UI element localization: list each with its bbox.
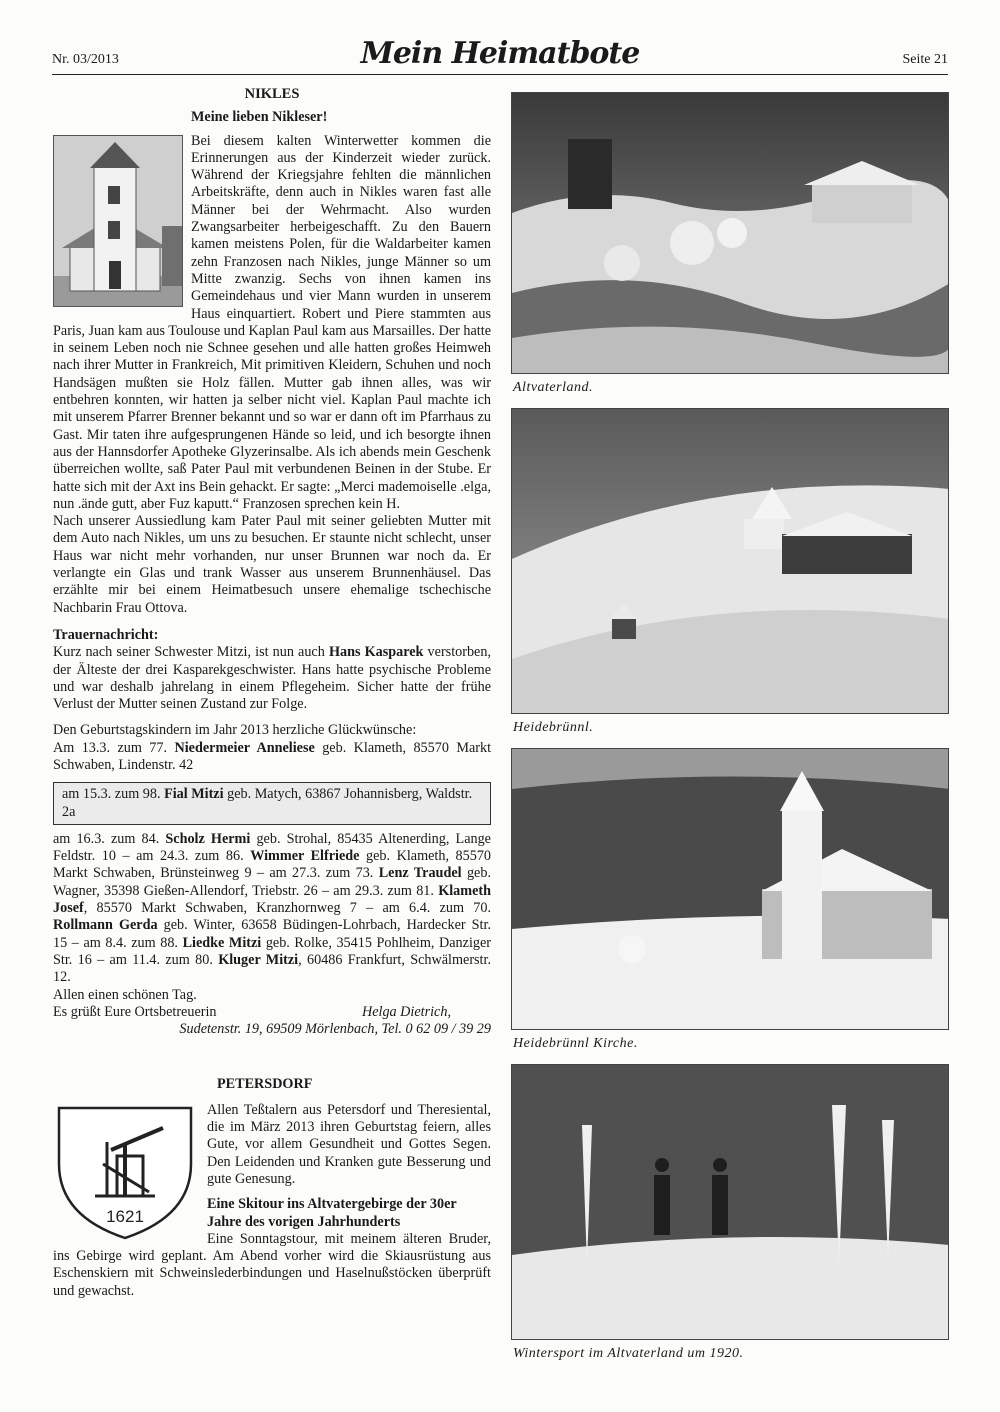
highlighted-birthday-name: Fial Mitzi [164,786,224,803]
coat-of-arms-year: 1621 [106,1206,144,1226]
signature-row [53,1004,491,1021]
page-number: Seite 21 [902,52,948,67]
nikles-paragraph-1: Bei diesem kalten Winterwetter kommen die Erinnerungen aus der Kinderzeit wieder zurück. Während der Kriegsjahre fehlten die männlichen Arbeitskräfte, denn auch in Nikles waren fast alle Männer bei der Wehrmacht. Also wurden Zwangsarbeiter herbeigeschafft. Zu den Bauern kamen meistens Polen, für die Waldarbeiter kamen zehn Franzosen nach Nikles, junge Männer so um Mitte zwanzig. Sechs von ihnen kamen ins Gemeindehaus und vier Mann wurden in unserem Haus einquartiert. Robert und Piere stammten aus Paris, Juan kam aus Toulouse und Kaplan Paul kam aus Marsailles. Der hatte in seinem Leben noch nie Schnee gesehen und alle hatten großes Heimweh nach ihrer Mutter in Frankreich, Mit primitiven Kleidern, Schuhen und noch Handsägen mußten sie Holz fällen. Mutter gab ihnen alles, was wir entbehren konnten, wir hatten ja selber nicht viel. Kaplan Paul machte ich mit unserem Pfarrer Brenner bekannt und so war er dann oft im Pfarrhaus zu Gast. Mir taten ihre aufgesprungenen Hände so leid, und ich besorgte ihnen aus der Hannsdorfer Apotheke Glyzerinsalbe. Als ich abends mein Geschenk überreichen wollte, saß Pater Paul mit verbundenen Beinen in der Stube. Er hatte sich mit der Axt ins Bein gehackt. Er sagte: „Merci mademoiselle .elga, nun .ände gutt, aber Fuz kaputt.“ Franzosen sprechen kein H. [53,132,491,512]
mourning-heading: Trauernachricht: [53,626,159,643]
highlighted-birthday-box: am 15.3. zum 98. Fial Mitzi geb. Matych, 63867 Johannisberg, Waldstr. 2a [53,782,491,825]
nikles-paragraph-2: Nach unserer Aussiedlung kam Pater Paul mit seiner geliebten Mutter mit dem Auto nach Nikles, um uns zu besuchen. Er staunte nicht schlecht, unser Haus war nicht mehr vorhanden, nur unser Brunnen war noch da. Er verlangte ein Glas und trank Wasser aus unserem Brunnenhäusel. Das erzählte mir bei einem Heimatbesuch unsere ehemalige tschechische Nachbarin Frau Ottova. [53,513,491,616]
signature-address: Sudetenstr. 19, 69509 Mörlenbach, Tel. 0 62 09 / 39 29 [179,1021,491,1038]
signature-name: Helga Dietrich, [361,1003,451,1020]
petersdorf-paragraph-1: Allen Teßtalern aus Petersdorf und Theresiental, die im März 2013 ihren Geburtstag feiern, alles Gute, vor allem Gesundheit und Gottes Segen. Den Leidenden und Kranken gute Besserung und gute Genesung. [207,1101,491,1187]
issue-number: Nr. 03/2013 [52,52,119,67]
birthday-intro: Den Geburtstagskindern im Jahr 2013 herzliche Glückwünsche: [53,722,417,739]
header-rule [52,74,948,75]
deceased-name: Hans Kasparek [328,644,424,661]
caption-altvaterland: Altvaterland. [513,380,593,395]
caption-heidebruennl-church: Heidebrünnl Kirche. [513,1036,638,1051]
birthday-list: am 16.3. zum 84. Scholz Hermi geb. Strohal, 85435 Altenerding, Lange Feldstr. 10 – am 24.3. zum 86. Wimmer Elfriede geb. Klameth, 85570 Markt Schwaben, Brünsteinweg 9 – am 27.3. zum 73. Lenz Traudel geb. Wagner, 35398 Gießen-Allendorf, Triebstr. 26 – am 29.3. zum 81. Klameth Josef, 85570 Markt Schwaben, Kranzhornweg 7 – am 6.4. zum 70. Rollmann Gerda geb. Winter, 63658 Büdingen-Lohrbach, Hardecker Str. 15 – am 8.4. zum 88. Liedke Mitzi geb. Rolke, 35415 Pohlheim, Danziger Str. 16 – am 11.4. zum 80. Kluger Mitzi, 60486 Frankfurt, Schwälmerstr. 12. [53,830,492,986]
ski-tour-heading: Eine Skitour ins Altvatergebirge der 30er Jahre des vorigen Jahrhunderts [207,1196,457,1230]
petersdorf-paragraph-2: Eine Sonntagstour, mit meinem älteren Bruder, ins Gebirge wird geplant. Am Abend vorher wird die Skiausrüstung aus Eschenskiern mit Schweinslederbindungen und Haselnußstöcken überprüft und gewachst. [53,1230,491,1299]
mourning-paragraph: Kurz nach seiner Schwester Mitzi, ist nun auch Hans Kasparek verstorben, der Älteste der drei Kasparekgeschwister. Hans hatte psychische Probleme und war deshalb jahrelang in einem Pflegeheim. Sicher hatte der frühe Verlust der Mutter seinen Zustand zur Folge. [53,644,491,713]
left-column [53,86,491,1300]
birthday-entry: Am 13.3. zum 77. Niedermeier Anneliese geb. Klameth, 85570 Markt Schwaben, Lindenstr. 42 [53,739,492,773]
photo-altvaterland [511,92,949,374]
photo-heidebruennl [511,408,949,714]
photo-wintersport [511,1064,949,1340]
caption-wintersport: Wintersport im Altvaterland um 1920. [513,1346,744,1361]
newspaper-title: Mein Heimatbote [360,36,640,71]
right-column [511,92,949,1362]
closing-line: Allen einen schönen Tag. [53,986,197,1003]
section-heading-nikles: NIKLES [244,86,300,102]
church-photo [53,135,183,307]
signature-greeting: Es grüßt Eure Ortsbetreuerin [53,1003,217,1020]
caption-heidebruennl: Heidebrünnl. [513,720,594,735]
section-heading-petersdorf: PETERSDORF [217,1076,313,1093]
coat-of-arms [55,1104,195,1242]
photo-heidebruennl-church [511,748,949,1030]
greeting-heading: Meine lieben Nikleser! [191,109,328,126]
